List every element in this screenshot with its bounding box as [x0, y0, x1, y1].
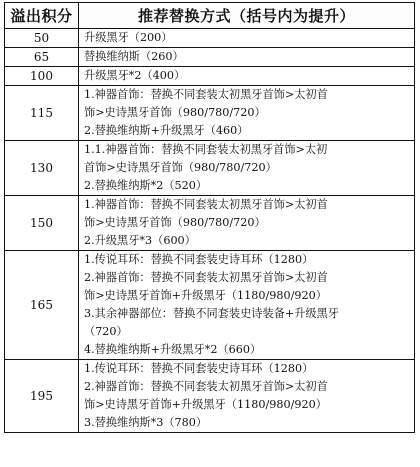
method-line: 2.神器首饰：替换不同套装太初黑牙首饰>太初首 — [84, 271, 328, 284]
table-row — [5, 360, 415, 433]
replacement-method-cell — [79, 48, 415, 67]
replacement-method-cell — [79, 251, 415, 360]
method-line: 饰>史诗黑牙首饰（980/780/720） — [84, 106, 266, 119]
method-line: （720） — [84, 325, 128, 338]
overflow-score-cell: 100 — [5, 67, 79, 86]
method-line: 2.替换维纳斯+升级黑牙（460） — [84, 124, 249, 137]
method-line: 升级黑牙（200） — [84, 31, 173, 44]
method-line: 1.神器首饰：替换不同套装太初黑牙首饰>太初首 — [84, 88, 328, 101]
table-body — [5, 29, 415, 433]
table-row — [5, 251, 415, 360]
table-row — [5, 141, 415, 196]
method-line: 1.神器首饰：替换不同套装太初黑牙首饰>太初首 — [84, 198, 328, 211]
overflow-score-cell: 195 — [5, 360, 79, 433]
method-line: 1.1.神器首饰：替换不同套装太初黑牙首饰>太初 — [84, 143, 328, 156]
table-row — [5, 29, 415, 48]
table-row — [5, 67, 415, 86]
replacement-method-cell — [79, 360, 415, 433]
method-line: 2.升级黑牙*3（600） — [84, 234, 196, 247]
overflow-score-cell: 115 — [5, 86, 79, 141]
replacement-method-cell — [79, 196, 415, 251]
method-line: 升级黑牙*2（400） — [84, 69, 186, 82]
method-line: 2.替换维纳斯*2（520） — [84, 179, 208, 192]
method-line: 1.传说耳环：替换不同套装史诗耳环（1280） — [84, 253, 314, 266]
replacement-method-cell — [79, 29, 415, 48]
header-row — [5, 3, 415, 29]
method-line: 饰>史诗黑牙首饰（980/780/720） — [84, 216, 266, 229]
header-overflow-points: 溢出积分 — [5, 3, 79, 29]
replacement-method-cell — [79, 86, 415, 141]
replacement-method-cell — [79, 141, 415, 196]
method-line: 首饰>史诗黑牙首饰（980/780/720） — [84, 161, 277, 174]
method-line: 替换维纳斯（260） — [84, 50, 184, 63]
method-line: 饰>史诗黑牙首饰+升级黑牙（1180/980/920） — [84, 289, 327, 302]
header-recommended-method: 推荐替换方式（括号内为提升） — [79, 3, 415, 29]
replacement-method-cell — [79, 67, 415, 86]
method-line: 2.神器首饰：替换不同套装太初黑牙首饰>太初首 — [84, 380, 328, 393]
overflow-score-cell: 165 — [5, 251, 79, 360]
overflow-score-cell: 150 — [5, 196, 79, 251]
table-row — [5, 86, 415, 141]
method-line: 3.其余神器部位：替换不同套装史诗装备+升级黑牙 — [84, 307, 339, 320]
replacement-table — [4, 2, 415, 433]
method-line: 4.替换维纳斯+升级黑牙*2（660） — [84, 343, 262, 356]
method-line: 饰>史诗黑牙首饰+升级黑牙（1180/980/920） — [84, 398, 327, 411]
table-row — [5, 196, 415, 251]
overflow-score-cell: 65 — [5, 48, 79, 67]
method-line: 1.传说耳环：替换不同套装史诗耳环（1280） — [84, 362, 314, 375]
overflow-score-cell: 130 — [5, 141, 79, 196]
table-row — [5, 48, 415, 67]
method-line: 3.替换维纳斯*3（780） — [84, 416, 208, 429]
overflow-score-cell: 50 — [5, 29, 79, 48]
